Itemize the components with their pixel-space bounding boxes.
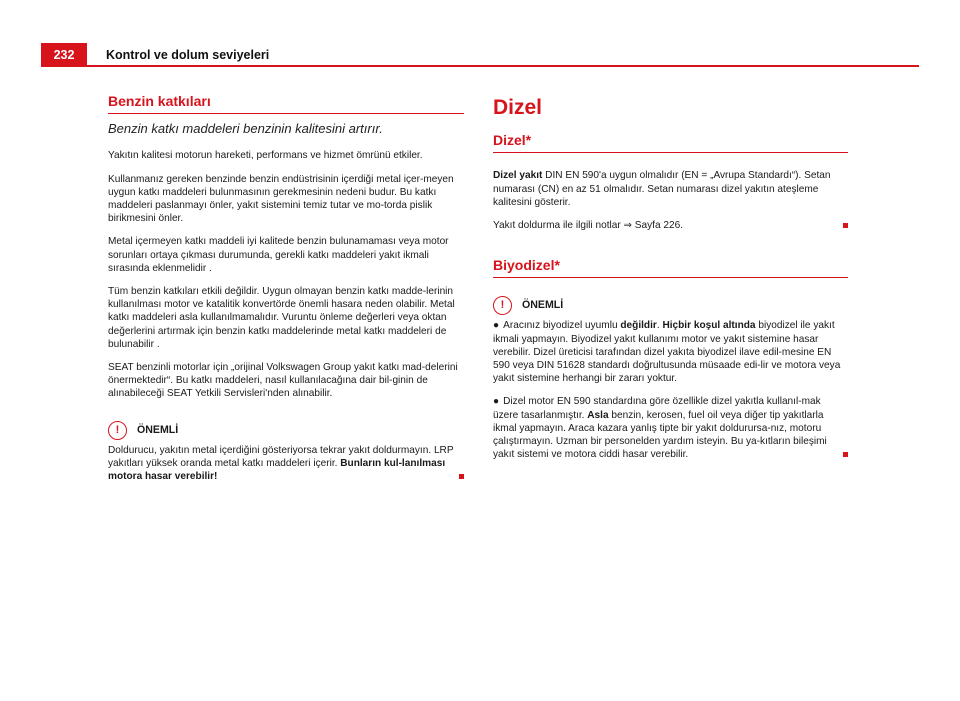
notice-label: ÖNEMLİ — [137, 423, 179, 436]
section-subtitle: Benzin katkı maddeleri benzinin kalitesini artırır. — [108, 121, 383, 137]
dizel-note — [493, 219, 848, 232]
header-rule — [87, 65, 919, 67]
notice-header — [493, 296, 848, 315]
chapter-title: Kontrol ve dolum seviyeleri — [106, 48, 270, 62]
notice-emphasis: Bunların kul-lanılması motora hasar verebilir! — [108, 457, 446, 483]
dizel-paragraph — [493, 169, 848, 209]
section-title-benzin: Benzin katkıları — [108, 95, 464, 114]
list-emphasis: Asla — [587, 409, 609, 421]
paragraph: Metal içermeyen katkı maddeli iyi kalitede benzin bulunamaması veya motor sorunları ortaya çıkması durumunda, gerekli katkı maddeleri yakıt ikmali sırasında eklenmelidir . — [108, 236, 449, 274]
paragraph: Kullanmanız gereken benzinde benzin endüstrisinin içerdiği metal içer-meyen uygun katkı maddeleri bulunmasının gerekmesinin nedeni budur. Bu katkı maddeleri paslanmayı önler, yakıt sistemini temiz tutar ve mo-torda pislik birikmesini önler. — [108, 173, 454, 225]
list-emphasis: Hiçbir koşul altında — [662, 320, 756, 332]
notice-header — [108, 421, 464, 440]
dizel-lead: Dizel yakıt — [493, 170, 543, 182]
end-of-section-icon — [843, 452, 848, 457]
chapter-heading-dizel: Dizel — [493, 96, 543, 119]
list-text: Aracınız biyodizel uyumlu — [503, 320, 621, 332]
bullet-icon: ● — [493, 320, 500, 332]
notice-body: Doldurucu, yakıtın metal içerdiğini gösteriyorsa tekrar yakıt doldurmayın. LRP yakıtları yüksek oranda metal katkı maddeleri içerir. — [108, 444, 454, 469]
list-text: benzin, kerosen, fuel oil veya diğer tip yakıtlarla ikmal yapmayın. Araca kazara yanlış tipte bir yakıt doldurursa-nız, motoru çalıştırmayın. Uzman bir personelden yardım isteyin. Bu ya-kıtların bileşimi yakıt sistemi ve motora ciddi hasar verebilir. — [493, 409, 827, 461]
right-column — [493, 95, 848, 471]
warning-icon: ! — [108, 421, 127, 440]
list-text: . — [656, 320, 663, 332]
dizel-note-text: Yakıt doldurma ile ilgili notlar ⇒ Sayfa 226. — [493, 220, 684, 232]
warning-icon: ! — [493, 296, 512, 315]
section-title-biyodizel: Biyodizel* — [493, 259, 848, 278]
bullet-icon: ● — [493, 396, 500, 408]
end-of-section-icon — [459, 474, 464, 479]
list-item — [493, 319, 848, 385]
page-number: 232 — [41, 43, 87, 67]
notice-label: ÖNEMLİ — [522, 299, 564, 312]
list-item — [493, 395, 848, 461]
paragraph: SEAT benzinli motorlar için „orijinal Volkswagen Group yakıt katkı mad-delerini önermektedir“. Bu katkı maddeleri, nasıl kullanılacağına dair bil-ginin de alınabileceği SEAT Yetkili Servisleri'nden alınabilir. — [108, 362, 458, 400]
left-column — [108, 95, 464, 493]
paragraph: Tüm benzin katkıları etkili değildir. Uygun olmayan benzin katkı madde-lerinin kullanılması motor ve katalitik konvertörde önemli hasara neden olabilir. Metal katkı maddeleri asla kullanılmamalıdır. Vuruntu önleme değerleri veya oktan değerlerini artırmak için benzin katkı maddelerinde metal katkı maddeleri de bulunabilir . — [108, 286, 455, 350]
dizel-text: DIN EN 590'a uygun olmalıdır (EN = „Avrupa Standardı“). Setan numarası (CN) en az 51 olmalıdır. Setan numarası dizel yakıtın ateşleme kalitesini gösterir. — [493, 170, 831, 208]
paragraph: Yakıtın kalitesi motorun hareketi, performans ve hizmet ömrünü etkiler. — [108, 150, 423, 162]
list-emphasis: değildir — [620, 320, 657, 332]
section-title-dizel: Dizel* — [493, 134, 848, 153]
list-text: Dizel motor EN 590 standardına göre özellikle dizel yakıtla kullanıl-mak üzere tasarlanmıştır. — [493, 396, 821, 421]
end-of-section-icon — [843, 223, 848, 228]
list-text: biyodizel ile yakıt ikmali yapmayın. Biyodizel yakıt kullanımı motor ve yakıt sistemine hasar verebilir. Dizel üreticisi tarafından dizel yakıta biyodizel ilave edil-mesine EN 590 veya DIN 51628 standardı doğrultusunda müsaade edi-lir ve motora veya yakıt sistemine herhangi bir zararı yoktur. — [493, 320, 841, 385]
notice-text — [108, 444, 464, 484]
